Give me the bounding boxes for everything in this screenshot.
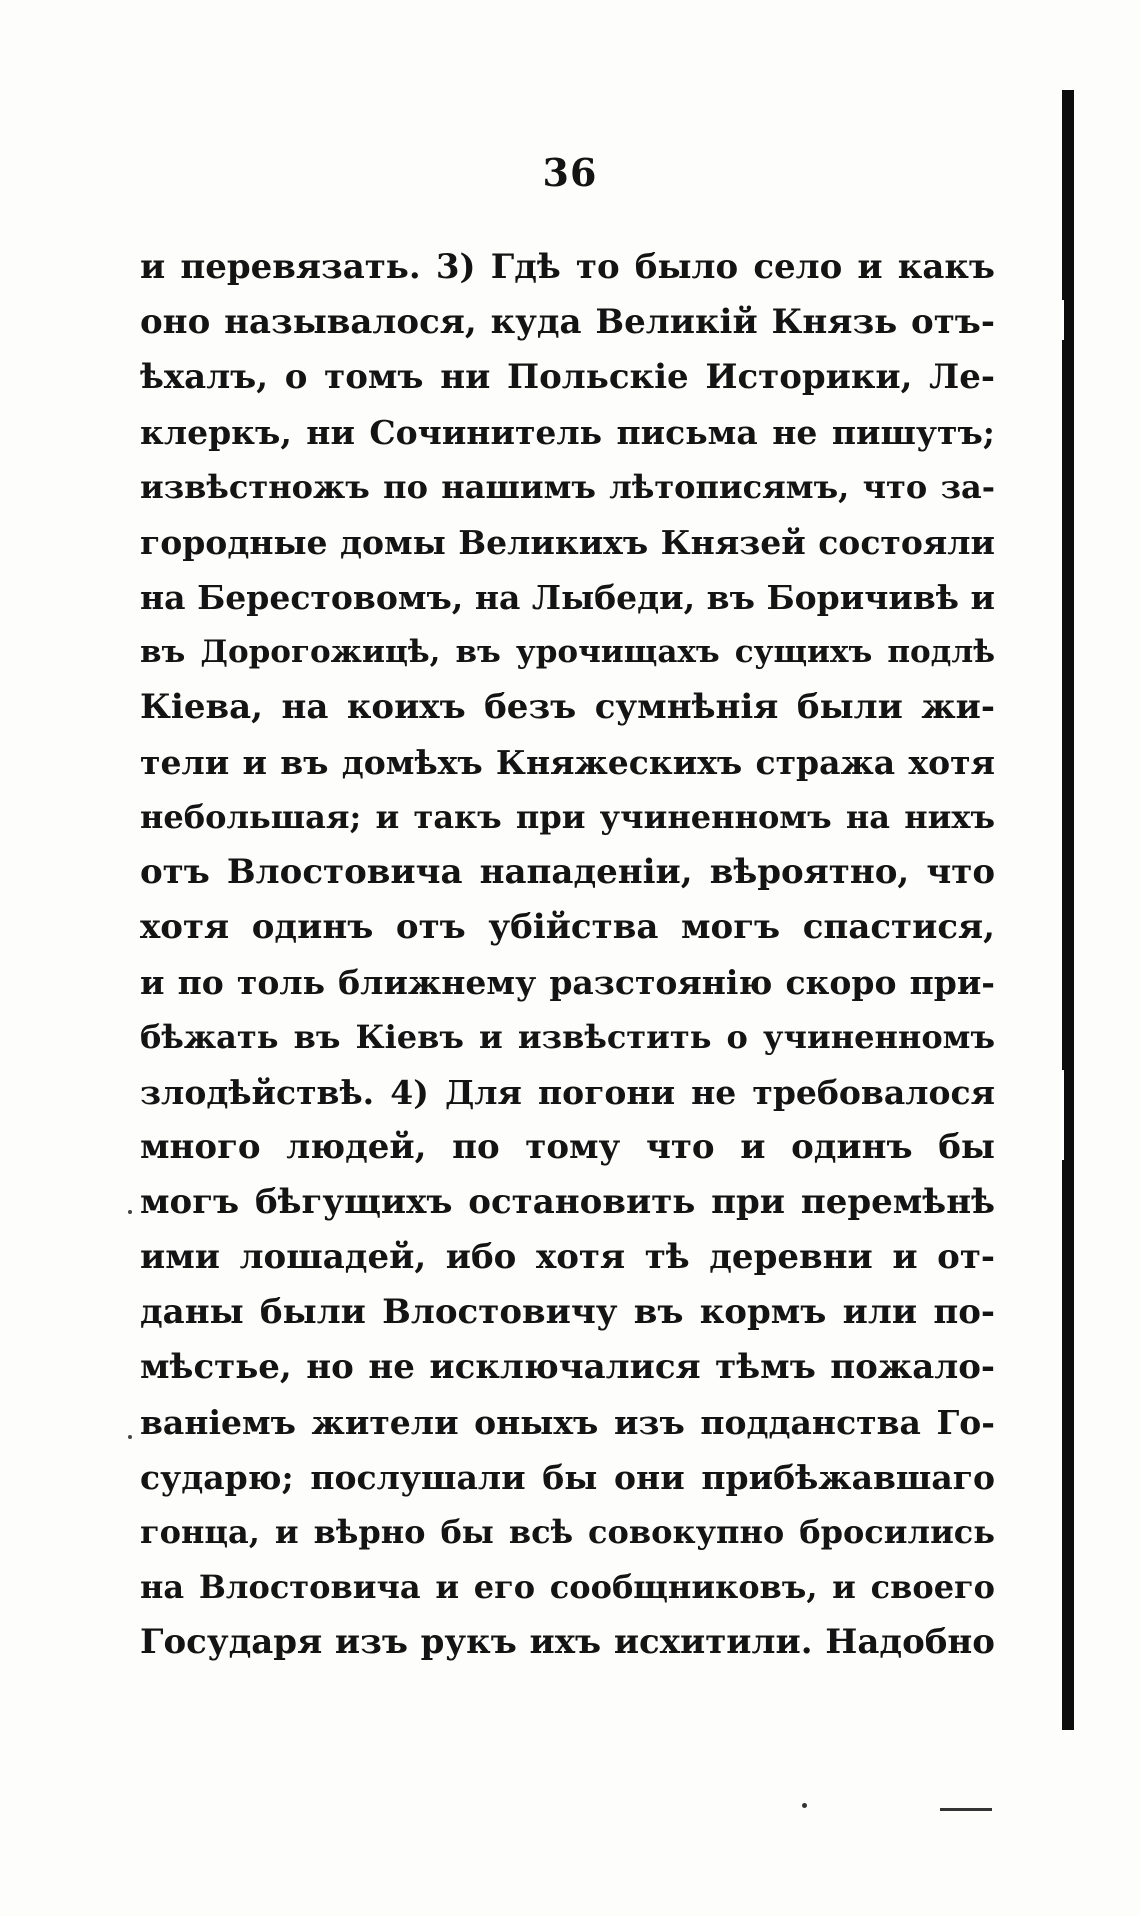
margin-speck xyxy=(128,1210,132,1214)
text-line: небольшая; и такъ при учиненномъ на нихъ xyxy=(140,798,995,836)
text-line: злодѣйствѣ. 4) Для погони не требовалося xyxy=(140,1073,995,1112)
text-line: даны были Влостовичу въ кормъ или по- xyxy=(140,1292,995,1332)
text-line: бѣжать въ Кіевъ и извѣстить о учиненномъ xyxy=(140,1018,995,1056)
text-line: и перевязать. 3) Гдѣ то было село и какъ xyxy=(140,247,995,287)
text-line: извѣстножъ по нашимъ лѣтописямъ, что за- xyxy=(140,468,995,506)
text-line: хотя одинъ отъ убійства могъ спастися, xyxy=(140,907,995,947)
text-line: ваніемъ жители оныхъ изъ подданства Го- xyxy=(140,1403,995,1442)
text-line: отъ Влостовича нападеніи, вѣроятно, что xyxy=(140,852,995,892)
text-line: много людей, по тому что и одинъ бы xyxy=(140,1127,995,1167)
footer-speck xyxy=(802,1803,807,1808)
text-line: на Влостовича и его сообщниковъ, и своего xyxy=(140,1568,995,1606)
footer-rule xyxy=(940,1808,992,1811)
text-line: городные домы Великихъ Князей состояли xyxy=(140,523,995,562)
text-line: клеркъ, ни Сочинитель письма не пишутъ; xyxy=(140,413,995,452)
text-line: ѣхалъ, о томъ ни Польскіе Историки, Ле- xyxy=(140,357,995,397)
text-line: сударю; послушали бы они прибѣжавшаго xyxy=(140,1458,995,1497)
page-edge-gap xyxy=(1060,300,1064,340)
text-line: мѣстье, но не исключалися тѣмъ пожало- xyxy=(140,1347,995,1387)
text-line: могъ бѣгущихъ остановить при перемѣнѣ xyxy=(140,1182,995,1222)
margin-speck xyxy=(128,1435,132,1439)
page-edge-gap xyxy=(1060,1070,1064,1160)
text-line: тели и въ домѣхъ Княжескихъ стража хотя xyxy=(140,743,995,782)
page-number: 36 xyxy=(542,150,598,195)
text-line: гонца, и вѣрно бы всѣ совокупно бросились xyxy=(140,1513,995,1551)
text-line: на Берестовомъ, на Лыбеди, въ Боричивѣ и xyxy=(140,578,995,617)
text-line: и по толь ближнему разстоянію скоро при- xyxy=(140,963,995,1002)
text-line: въ Дорогожицѣ, въ урочищахъ сущихъ подлѣ xyxy=(140,634,995,670)
text-line: Кіева, на коихъ безъ сумнѣнія были жи- xyxy=(140,687,995,727)
text-line: ими лошадей, ибо хотя тѣ деревни и от- xyxy=(140,1237,995,1277)
text-line: оно называлося, куда Великій Князь отъ- xyxy=(140,302,995,342)
text-line: Государя изъ рукъ ихъ исхитили. Надобно xyxy=(140,1622,995,1662)
body-text xyxy=(140,240,995,1670)
